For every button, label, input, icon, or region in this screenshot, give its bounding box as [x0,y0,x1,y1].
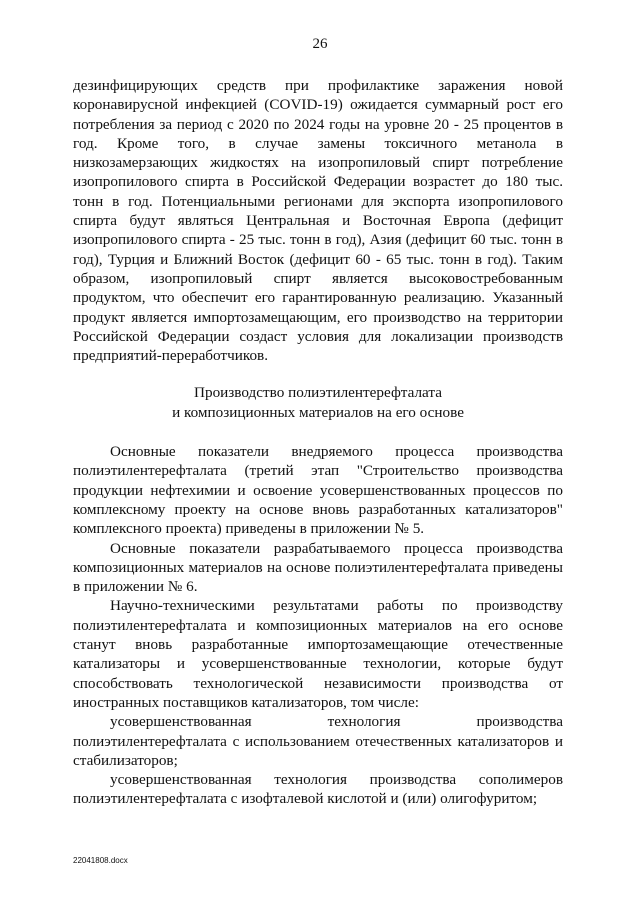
paragraph-composite-indicators: Основные показатели разрабатываемого процесса производства композиционных материалов на основе полиэтилентерефталата приведены в приложении № 6. [73,539,563,596]
list-item-copolymer-technology: усовершенствованная технология производства сополимеров полиэтилентерефталата с изофталевой кислотой и (или) олигофуритом; [73,771,563,808]
paragraph-pet-indicators: Основные показатели внедряемого процесса производства полиэтилентерефталата (третий этап "Строительство производства продукции нефтехимии и освоение усовершенствованных процессов по комплексному проекту на основе вновь разработанных катализаторов" комплексного проекта) приведены в приложении № 5. [73,443,563,538]
document-body [73,76,563,809]
list-item-pet-technology: усовершенствованная технология производства полиэтилентерефталата с использованием отечественных катализаторов и стабилизаторов; [73,713,563,769]
paragraph-scientific-results: Научно-техническими результатами работы по производству полиэтилентерефталата и композиционных материалов на его основе станут вновь разработанные импортозамещающие отечественные катализаторы и усовершенствованные технологии, которые будут способствовать технологической независимости производства от иностранных поставщиков катализаторов, том числе: [73,597,563,711]
file-name-footer: 22041808.docx [73,856,128,865]
page-number: 26 [312,36,328,52]
section-heading-line-2: и композиционных материалов на его основе [172,403,464,421]
paragraph-isopropyl-continuation: дезинфицирующих средств при профилактике заражения новой коронавирусной инфекцией (COVID-19) ожидается суммарный рост его потребления за период с 2020 по 2024 годы на уровне 20 - 25 процентов в год. Кроме того, в случае замены токсичного метанола в низкозамерзающих жидкостях на изопропиловый спирт потребление изопропилового спирта в Российской Федерации возрастет до 180 тыс. тонн в год. Потенциальными регионами для экспорта изопропилового спирта будут являться Центральная и Восточная Европа (дефицит изопропилового спирта - 25 тыс. тонн в год), Азия (дефицит 60 тыс. тонн в год), Турция и Ближний Восток (дефицит 60 - 65 тыс. тонн в год). Таким образом, изопропиловый спирт является высоковостребованным продуктом, что обеспечит его гарантированную реализацию. Указанный продукт является импортозамещающим, его производство на территории Российской Федерации создаст условия для локализации производств предприятий-переработчиков. [73,77,563,365]
section-heading [73,383,563,422]
section-heading-line-1: Производство полиэтилентерефталата [194,384,442,402]
